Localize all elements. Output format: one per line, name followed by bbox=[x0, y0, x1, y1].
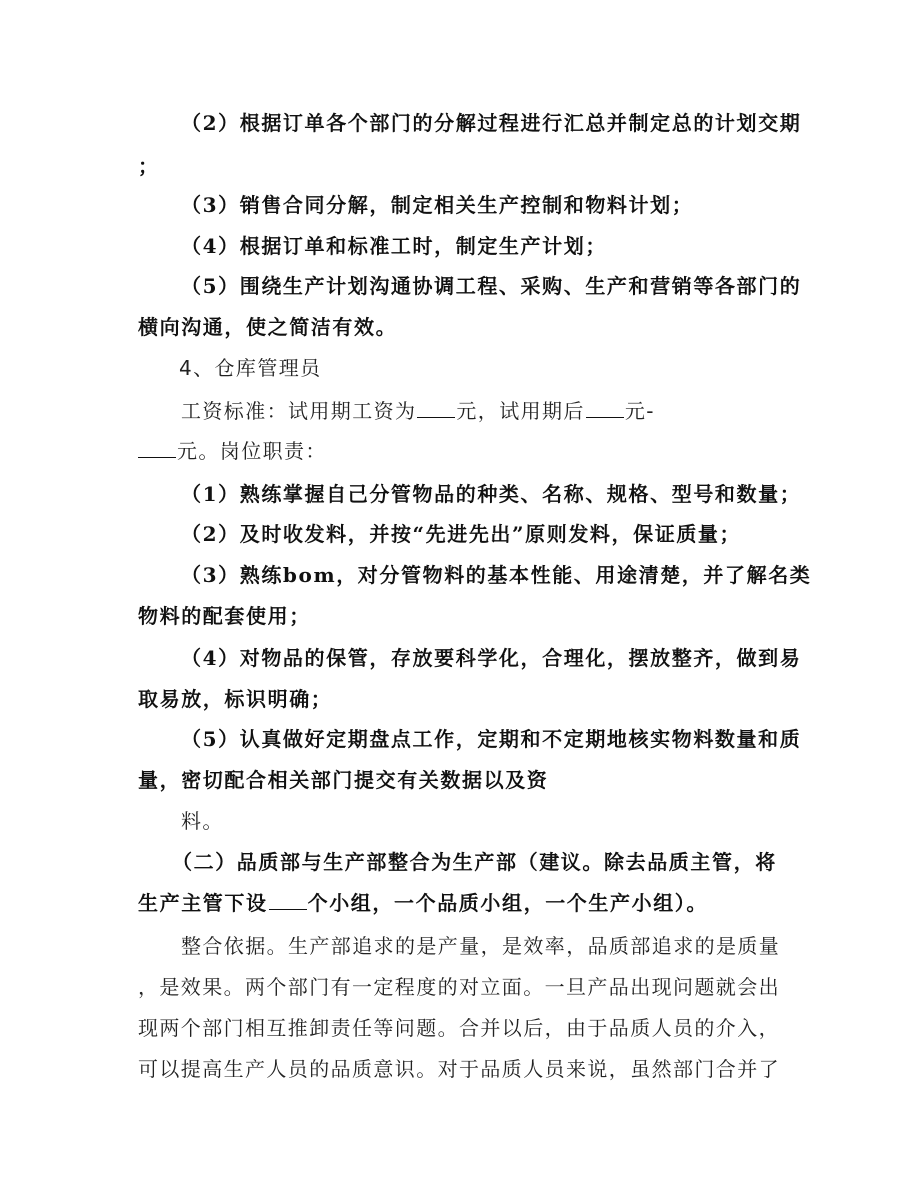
duty-4 bbox=[181, 644, 801, 672]
duty-4-continuation bbox=[138, 685, 332, 713]
item-3-contract-breakdown bbox=[181, 191, 693, 219]
section-two-heading bbox=[172, 848, 777, 876]
line-text: （2）及时收发料，并按“先进先出”原则发料，保证质量； bbox=[181, 522, 742, 546]
rationale-paragraph-line-1 bbox=[181, 932, 780, 960]
blank-underline bbox=[417, 397, 455, 418]
blank-underline bbox=[269, 889, 307, 910]
line-text: 物料的配套使用； bbox=[138, 604, 311, 628]
duty-5 bbox=[181, 725, 801, 753]
line-text: （4）根据订单和标准工时，制定生产计划； bbox=[181, 234, 607, 258]
item-2-order-summary bbox=[181, 109, 801, 137]
line-text: 量，密切配合相关部门提交有关数据以及资 bbox=[138, 768, 549, 792]
rationale-paragraph-line-3 bbox=[138, 1014, 780, 1042]
line-text: （1）熟练掌握自己分管物品的种类、名称、规格、型号和数量； bbox=[181, 482, 802, 506]
line-text: ； bbox=[138, 154, 160, 178]
salary-standard-line bbox=[181, 397, 655, 425]
duty-5-continuation bbox=[138, 766, 548, 794]
duty-1 bbox=[181, 480, 801, 508]
line-text: （4）对物品的保管，存放要科学化，合理化，摆放整齐，做到易 bbox=[181, 646, 802, 670]
item-5-coordination bbox=[181, 272, 801, 300]
duty-3 bbox=[181, 561, 811, 589]
rationale-paragraph-line-2 bbox=[138, 973, 780, 1001]
rationale-paragraph-line-4 bbox=[138, 1055, 780, 1083]
line-text: （二）品质部与生产部整合为生产部（建议。除去品质主管，将 bbox=[172, 850, 777, 874]
line-text: 料。 bbox=[181, 809, 224, 833]
line-text: 元。岗位职责： bbox=[177, 439, 327, 463]
salary-label-after: 元，试用期后 bbox=[456, 399, 585, 423]
line-text: 整合依据。生产部追求的是产量，是效率，品质部追求的是质量 bbox=[181, 934, 781, 958]
line-text: 个小组，一个品质小组，一个生产小组）。 bbox=[307, 891, 709, 915]
section-two-heading-continuation bbox=[138, 889, 708, 917]
item-4-production-plan bbox=[181, 232, 607, 260]
line-text: （2）根据订单各个部门的分解过程进行汇总并制定总的计划交期 bbox=[181, 111, 802, 135]
line-text: 生产主管下设 bbox=[138, 891, 268, 915]
salary-label: 工资标准：试用期工资为 bbox=[181, 399, 417, 423]
line-text: （5）围绕生产计划沟通协调工程、采购、生产和营销等各部门的 bbox=[181, 274, 802, 298]
line-text: 4、仓库管理员 bbox=[179, 356, 322, 380]
duty-3-continuation bbox=[138, 602, 311, 630]
duties-line bbox=[138, 437, 327, 465]
duty-5-end bbox=[181, 807, 224, 835]
section-heading-warehouse-keeper bbox=[179, 354, 322, 382]
item-2-continuation bbox=[138, 152, 160, 180]
blank-underline bbox=[586, 397, 624, 418]
line-text: ，是效果。两个部门有一定程度的对立面。一旦产品出现问题就会出 bbox=[138, 975, 780, 999]
line-text: 现两个部门相互推卸责任等问题。合并以后，由于品质人员的介入， bbox=[138, 1016, 780, 1040]
line-text: （5）认真做好定期盘点工作，定期和不定期地核实物料数量和质 bbox=[181, 727, 802, 751]
duty-2 bbox=[181, 520, 741, 548]
item-5-continuation bbox=[138, 313, 397, 341]
salary-range-dash: 元- bbox=[624, 399, 655, 423]
line-text: 可以提高生产人员的品质意识。对于品质人员来说，虽然部门合并了 bbox=[138, 1057, 780, 1081]
line-text: （3）熟练bom，对分管物料的基本性能、用途清楚，并了解名类 bbox=[181, 563, 812, 587]
line-text: 取易放，标识明确； bbox=[138, 687, 333, 711]
line-text: 横向沟通，使之简洁有效。 bbox=[138, 315, 398, 339]
line-text: （3）销售合同分解，制定相关生产控制和物料计划； bbox=[181, 193, 694, 217]
blank-underline bbox=[138, 437, 176, 458]
